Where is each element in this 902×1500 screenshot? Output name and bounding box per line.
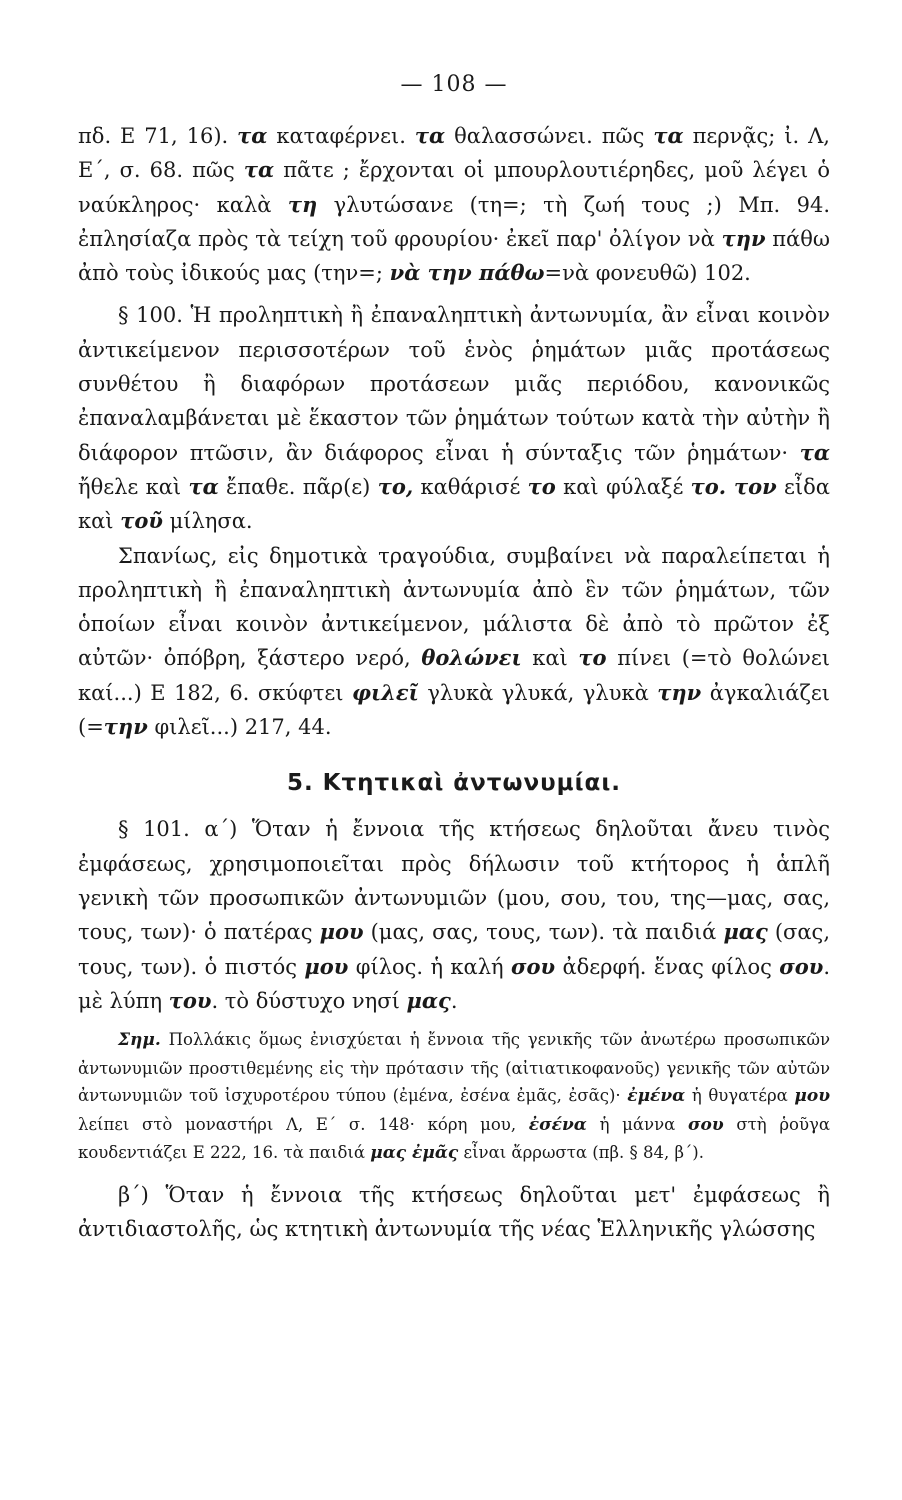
- paragraph-section-101-b: β΄) Ὅταν ἡ ἔννοια τῆς κτήσεως δηλοῦται μετ' ἐμφάσεως ἢ ἀντιδιαστολῆς, ὡς κτητικὴ ἀντωνυμία τῆς νέας Ἑλληνικῆς γλώσσης: [78, 1182, 830, 1241]
- paragraph-section-100: § 100. Ἡ προληπτικὴ ἢ ἐπαναληπτικὴ ἀντωνυμία, ἂν εἶναι κοινὸν ἀντικείμενον περισσοτέρων τοῦ ἑνὸς ῥημάτων μιᾶς προτάσεως συνθέτου ἢ διαφόρων προτάσεων μιᾶς περιόδου, κανονικῶς ἐπαναλαμβάνεται μὲ ἕκαστον τῶν ῥημάτων τούτων κατὰ τὴν αὐτὴν ἢ διάφορον πτῶσιν, ἂν διάφορος εἶναι ἡ σύνταξις τῶν ῥημάτων· τα ἤθελε καὶ τα ἔπαθε. πᾶρ(ε) το, καθάρισέ το καὶ φύλαξέ το. τον εἶδα καὶ τοῦ μίλησα.: [78, 303, 830, 534]
- book-page: [78, 72, 830, 1472]
- paragraph-section-101: § 101. α΄) Ὅταν ἡ ἔννοια τῆς κτήσεως δηλοῦται ἄνευ τινὸς ἐμφάσεως, χρησιμοποιεῖται πρὸς δήλωσιν τοῦ κτήτορος ἡ ἁπλῆ γενικὴ τῶν προσωπικῶν ἀντωνυμιῶν (μου, σου, του, της—μας, σας, τους, των)· ὁ πατέρας μου (μας, σας, τους, των). τὰ παιδιά μας (σας, τους, των). ὁ πιστός μου φίλος. ἡ καλή σου ἀδερφή. ἕνας φίλος σου. μὲ λύπη του. τὸ δύστυχο νησί μας.: [78, 817, 831, 1013]
- footnote-note: Σημ. Πολλάκις ὅμως ἐνισχύεται ἡ ἔννοια τῆς γενικῆς τῶν ἀνωτέρω προσωπικῶν ἀντωνυμιῶν προστιθεμένης εἰς τὴν πρότασιν τῆς (αἰτιατικοφανοῦς) γενικῆς τῶν αὐτῶν ἀντωνυμιῶν τοῦ ἰσχυροτέρου τύπου (ἐμένα, ἐσένα ἐμᾶς, ἐσᾶς)· ἐμένα ἡ θυγατέρα μου λείπει στὸ μοναστήρι Λ, Ε΄ σ. 148· κόρη μου, ἐσένα ἡ μάννα σου στὴ ῥοῦγα κουδεντιάζει Ε 222, 16. τὰ παιδιά μας ἐμᾶς εἶναι ἄρρωστα (πβ. § 84, β΄).: [78, 1030, 831, 1164]
- paragraph-continued: πδ. Ε 71, 16). τα καταφέρνει. τα θαλασσώνει. πῶς τα περνᾷς; ἰ. Λ, Ε΄, σ. 68. πῶς τα πᾶτε ; ἔρχονται οἱ μπουρλουτιέρηδες, μοῦ λέγει ὁ ναύκληρος· καλὰ τη γλυτώσανε (τη=; τὴ ζωή τους ;) Μπ. 94. ἐπλησίαζα πρὸς τὰ τείχη τοῦ φρουρίου· ἐκεῖ παρ' ὀλίγον νὰ την πάθω ἀπὸ τοὺς ἰδικούς μας (την=; νὰ την πάθω=νὰ φονευθῶ) 102.: [78, 123, 830, 286]
- page-number: — 108 —: [400, 72, 508, 97]
- section-heading: 5. Κτητικαὶ ἀντωνυμίαι.: [286, 770, 622, 797]
- paragraph-spanios: Σπανίως, εἰς δημοτικὰ τραγούδια, συμβαίνει νὰ παραλείπεται ἡ προληπτικὴ ἢ ἐπαναληπτικὴ ἀντωνυμία ἀπὸ ἓν τῶν ῥημάτων, τῶν ὁποίων εἶναι κοινὸν ἀντικείμενον, μάλιστα δὲ ἀπὸ τὸ πρῶτον ἐξ αὐτῶν· ὀπόβρη, ξάστερο νερό, θολώνει καὶ το πίνει (=τὸ θολώνει καί...) Ε 182, 6. σκύφτει φιλεῖ γλυκὰ γλυκά, γλυκὰ την ἀγκαλιάζει (=την φιλεῖ...) 217, 44.: [78, 543, 831, 740]
